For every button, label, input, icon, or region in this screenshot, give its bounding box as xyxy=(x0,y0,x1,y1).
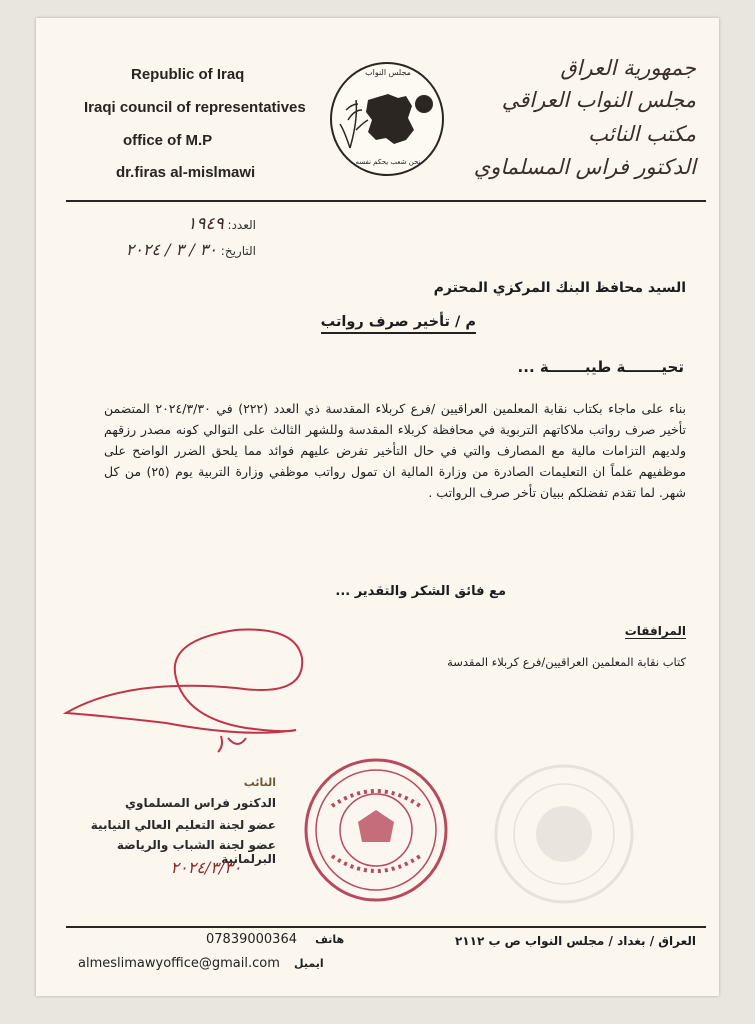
footer-email-label: ايميل xyxy=(294,957,324,970)
closing: مع فائق الشكر والتقدير ... xyxy=(335,584,506,599)
handwritten-signature xyxy=(46,618,346,758)
footer-divider xyxy=(66,926,706,928)
footer-phone-value: 07839000364 xyxy=(206,932,297,947)
watermark-stamp xyxy=(490,760,638,908)
letter-paper xyxy=(36,18,719,996)
letterhead-en-line: office of M.P xyxy=(123,132,213,149)
letterhead-ar-line: الدكتور فراس المسلماوي xyxy=(473,155,696,179)
letterhead-en-line: Republic of Iraq xyxy=(131,66,245,83)
subject-text: م / تأخير صرف رواتب xyxy=(321,314,476,334)
footer-address: العراق / بغداد / مجلس النواب ص ب ٢١١٢ xyxy=(454,934,696,948)
letterhead-en-line: dr.firas al-mislmawi xyxy=(116,164,256,181)
letterhead-en xyxy=(131,66,331,95)
greeting: تحيـــــــة طيبـــــــة ... xyxy=(517,358,684,376)
signature-date: ٢٠٢٤/٣/٣٠ xyxy=(170,858,242,877)
signature-line2: عضو لجنة الشباب والرياضة البرلمانية xyxy=(116,838,276,866)
letterhead-ar-line: مكتب النائب xyxy=(588,122,696,146)
reference-date-value: ٣٠ / ٣ / ٢٠٢٤ xyxy=(125,240,217,259)
footer-email xyxy=(78,956,418,971)
logo-top-text: مجلس النواب xyxy=(365,68,411,77)
footer-phone-label: هاتف xyxy=(315,933,345,946)
footer-email-value: almeslimawyoffice@gmail.com xyxy=(78,956,280,971)
parliament-logo xyxy=(328,60,446,178)
reference-date-label: التاريخ xyxy=(224,244,256,258)
attachment-item: كتاب نقابة المعلمين العراقيين/فرع كربلاء المقدسة xyxy=(447,655,686,669)
reference-number: العدد: ١٩٤٩ xyxy=(187,214,256,234)
letterhead-ar-line: مجلس النواب العراقي xyxy=(501,88,696,112)
addressee: السيد محافظ البنك المركزي المحترم xyxy=(433,280,686,296)
signature-title: النائب xyxy=(243,776,276,789)
signature-line1: عضو لجنة التعليم العالي النيابية xyxy=(90,818,276,832)
attachments-label-text: المرافقات xyxy=(624,624,686,638)
official-stamp xyxy=(302,756,450,904)
subject xyxy=(296,314,476,330)
letterhead-en-line: Iraqi council of representatives xyxy=(84,99,306,116)
letterhead-ar-line: جمهورية العراق xyxy=(560,56,696,80)
signature-name: الدكتور فراس المسلماوي xyxy=(125,796,276,810)
footer-phone xyxy=(206,932,416,947)
reference-date: التاريخ: ٣٠ / ٣ / ٢٠٢٤ xyxy=(125,240,256,259)
reference-number-value: ١٩٤٩ xyxy=(187,214,224,234)
attachments-label xyxy=(576,624,686,638)
letter-body: بناء على ماجاء بكتاب نقابة المعلمين العراقيين /فرع كربلاء المقدسة ذي العدد (٢٢٢) في ٢٠٢٤/٣/٣٠ المتضمن تأخير صرف رواتب ملاكاتهم التربوية في محافظة كربلاء المقدسة وللشهر الثالث على التوالي كونه مصدر رزقهم ولديهم التزامات مالية مع المصارف والتي في حال التأخير تفرض عليهم فوائد مما يلحق الضرر الواضح على موظفيهم علماً ان التعليمات الصادرة من وزارة المالية ان تمول رواتب موظفي وزارة التربية يوم (٢٥) من كل شهر. لما تقدم تفضلكم ببيان تأخر صرف الرواتب . xyxy=(104,401,687,500)
logo-bottom-text: نحن شعب يحكم نفسه xyxy=(355,158,421,166)
header-divider xyxy=(66,200,706,202)
reference-number-label: العدد xyxy=(231,218,256,232)
